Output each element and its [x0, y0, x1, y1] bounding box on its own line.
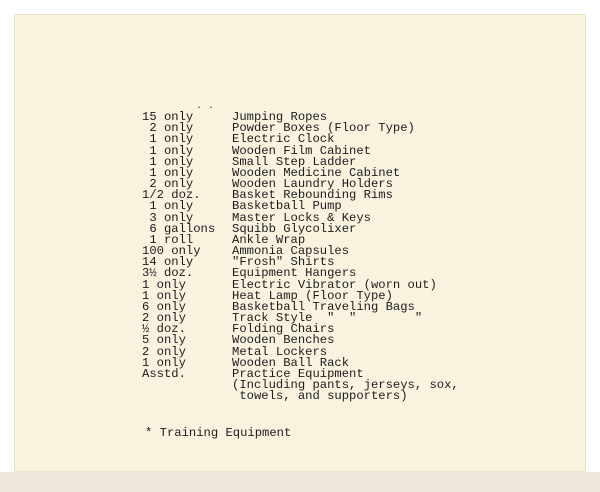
item-name: Powder Boxes (Floor Type): [232, 121, 415, 136]
item-name: Wooden Medicine Cabinet: [232, 165, 401, 180]
item-quantity: 3½ doz.: [142, 266, 194, 281]
item-quantity: 3 only: [142, 210, 194, 225]
item-quantity: 1 only: [142, 154, 194, 169]
item-quantity: 100 only: [142, 244, 201, 259]
item-quantity: 1 only: [142, 288, 186, 303]
item-name: Basket Rebounding Rims: [232, 188, 393, 203]
item-quantity: 2 only: [142, 121, 194, 136]
item-quantity: 1/2 doz.: [142, 188, 201, 203]
item-name: Jumping Ropes: [232, 110, 328, 124]
item-name: "Frosh" Shirts: [232, 255, 335, 270]
item-quantity: 14 only: [142, 255, 194, 270]
item-quantity: 6 gallons: [142, 221, 216, 236]
item-name: Master Locks & Keys: [232, 210, 371, 225]
item-quantity: 1 roll: [142, 232, 194, 247]
item-name: Metal Lockers: [232, 344, 328, 359]
item-name: Heat Lamp (Floor Type): [232, 288, 393, 303]
item-quantity: 1 only: [142, 277, 186, 292]
item-quantity: 15 only: [142, 110, 194, 124]
item-quantity: 2 only: [142, 311, 186, 326]
paper-sheet: [14, 14, 586, 472]
item-quantity: 6 only: [142, 299, 186, 314]
item-name: Basketball Pump: [232, 199, 342, 214]
item-quantity: 1 only: [142, 143, 194, 158]
item-quantity: 1 only: [142, 132, 194, 147]
footnote: * Training Equipment: [145, 426, 292, 440]
item-quantity: 2 only: [142, 344, 186, 359]
item-quantity: Asstd.: [142, 366, 186, 381]
item-quantity: 1 only: [142, 199, 194, 214]
item-quantity: 1 only: [142, 165, 194, 180]
item-name: Ammonia Capsules: [232, 244, 350, 259]
item-name: Electric Clock: [232, 132, 335, 147]
item-name: Ankle Wrap: [232, 232, 306, 247]
item-name: Small Step Ladder: [232, 154, 357, 169]
item-name: Track Style " " ": [232, 311, 423, 326]
item-name: Wooden Benches: [232, 333, 335, 348]
item-name: (Including pants, jerseys, sox,: [232, 378, 459, 393]
item-name: Folding Chairs: [232, 322, 335, 337]
item-name: towels, and supporters): [232, 389, 408, 404]
item-quantity: 2 only: [142, 177, 194, 192]
item-name: Electric Vibrator (worn out): [232, 277, 437, 292]
item-name: Practice Equipment: [232, 366, 364, 381]
item-name: Wooden Laundry Holders: [232, 177, 393, 192]
item-quantity: ½ doz.: [142, 322, 186, 337]
item-quantity: 5 only: [142, 333, 186, 348]
item-quantity: 1 only: [142, 355, 186, 370]
item-name: Wooden Ball Rack: [232, 355, 350, 370]
bottom-strip: [0, 472, 600, 492]
item-name: Equipment Hangers: [232, 266, 357, 281]
stray-marks: . .: [196, 100, 215, 111]
item-name: Wooden Film Cabinet: [232, 143, 371, 158]
item-name: Squibb Glycolixer: [232, 221, 357, 236]
item-name: Basketball Traveling Bags: [232, 299, 415, 314]
